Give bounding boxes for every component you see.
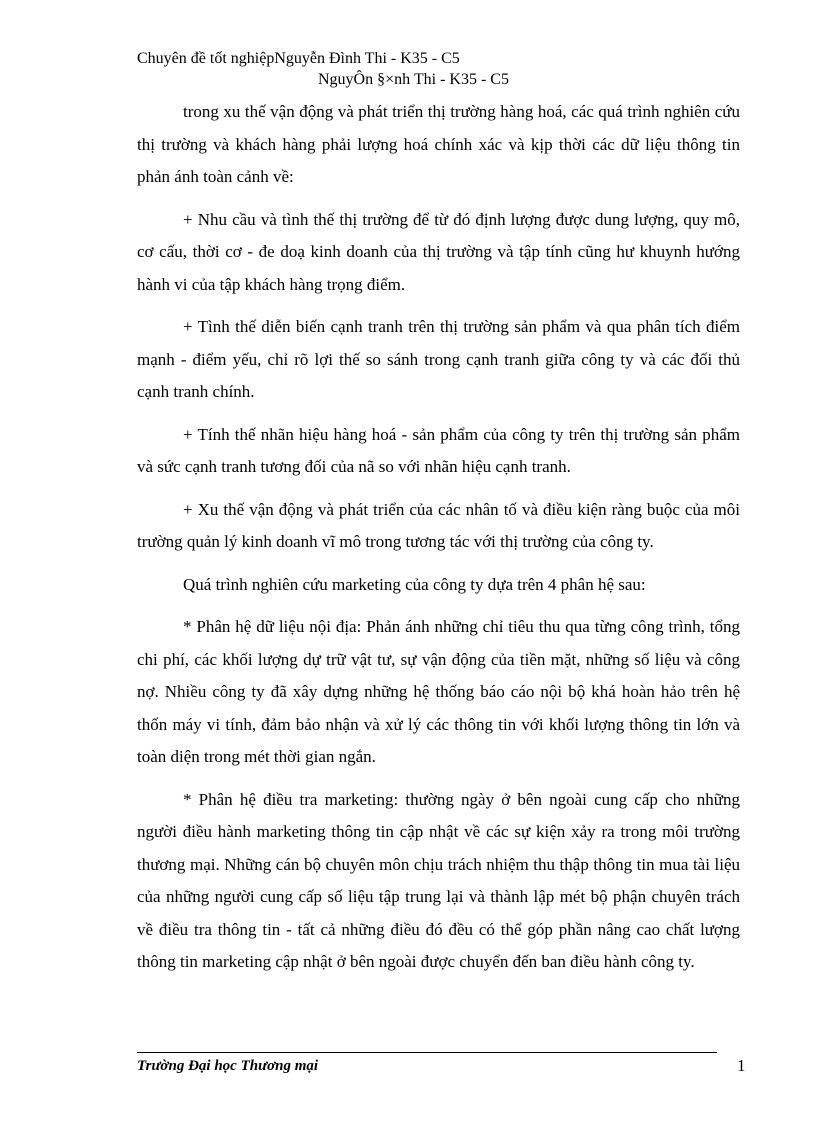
page-number: 1: [737, 1056, 746, 1075]
paragraph-intro: trong xu thế vận động và phát triển thị trường hàng hoá, các quá trình nghiên cứu thị trường và khách hàng phải lượng hoá chính xác và kịp thời các dữ liệu thông tin phản ánh toàn cảnh về:: [137, 102, 740, 186]
footer-school-name: Trường Đại học Thương mại: [137, 1058, 319, 1074]
document-body: [137, 96, 740, 989]
footer-divider: [137, 1052, 717, 1053]
paragraph-marketing-survey: * Phân hệ điều tra marketing: thường ngày ở bên ngoài cung cấp cho những người điều hành marketing thông tin cập nhật về các sự kiện xảy ra trong môi trường thương mại. Những cán bộ chuyên môn chịu trách nhiệm thu thập thông tin mua tài liệu của những người cung cấp số liệu tập trung lại và thành lập mét bộ phận chuyên trách về điều tra thông tin - tất cả những điều đó đều có thể góp phần nâng cao chất lượng thông tin marketing cập nhật ở bên ngoài được chuyển đến ban điều hành công ty.: [137, 789, 740, 971]
running-header-line-2: NguyÔn §×nh Thi - K35 - C5: [318, 71, 509, 88]
paragraph-macro-trend: + Xu thế vận động và phát triển của các nhân tố và điều kiện ràng buộc của môi trường quản lý kinh doanh vĩ mô trong tương tác với thị trường của công ty.: [137, 499, 740, 551]
paragraph-internal-data: * Phân hệ dữ liệu nội địa: Phản ánh những chỉ tiêu thu qua từng công trình, tổng chi phí, các khối lượng dự trữ vật tư, sự vận động của tiền mặt, những số liệu và công nợ. Nhiều công ty đã xây dựng những hệ thống báo cáo nội bộ khá hoàn hảo trên hệ thốn máy vi tính, đảm bảo nhận và xử lý các thông tin với khối lượng thông tin lớn và toàn diện trong mét thời gian ngắn.: [137, 617, 740, 766]
paragraph-competition: + Tình thế diễn biến cạnh tranh trên thị trường sản phẩm và qua phân tích điểm mạnh - điểm yếu, chỉ rõ lợi thế so sánh trong cạnh tranh giữa công ty và các đối thủ cạnh tranh chính.: [137, 317, 740, 401]
paragraph-brand: + Tính thế nhãn hiệu hàng hoá - sản phẩm của công ty trên thị trường sản phẩm và sức cạnh tranh tương đối của nã so với nhãn hiệu cạnh tranh.: [137, 424, 740, 476]
paragraph-demand: + Nhu cầu và tình thế thị trường để từ đó định lượng được dung lượng, quy mô, cơ cấu, thời cơ - đe doạ kinh doanh của thị trường và tập tính cũng hư khuynh hướng hành vi của tập khách hàng trọng điểm.: [137, 209, 740, 294]
running-header-line-1: Chuyên đề tốt nghiệpNguyễn Đình Thi - K35 - C5: [137, 50, 460, 67]
paragraph-subsystems-intro: Quá trình nghiên cứu marketing của công ty dựa trên 4 phân hệ sau:: [183, 574, 646, 594]
